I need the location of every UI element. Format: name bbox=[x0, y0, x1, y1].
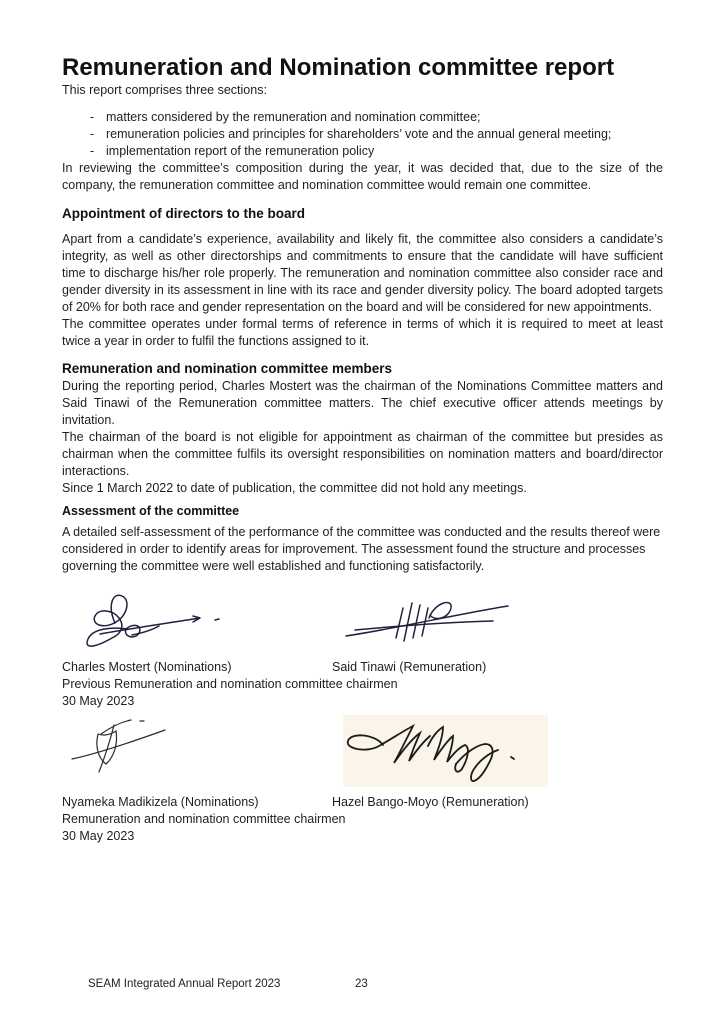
intro-closing-paragraph: In reviewing the committee’s composition during the year, it was decided that, due to the size of the company, the remuneration committee and nomination committee would remain one committee. bbox=[62, 161, 663, 192]
signatory-names-row bbox=[62, 659, 663, 676]
said-tinawi-signature-icon bbox=[343, 596, 511, 646]
paragraph: During the reporting period, Charles Mostert was the chairman of the Nominations Committee matters and Said Tinawi of the Remuneration committee matters. The chief executive officer attends meetings by invitation. bbox=[62, 379, 663, 427]
signature-row-current-chairmen bbox=[62, 715, 663, 789]
page-title: Remuneration and Nomination committee report bbox=[62, 54, 615, 81]
nyameka-madikizela-signature-icon bbox=[68, 717, 248, 777]
signatory-name: Charles Mostert (Nominations) bbox=[62, 660, 232, 674]
paragraph: The chairman of the board is not eligible for appointment as chairman of the committee but presides as chairman when the committee fulfils its oversight responsibilities on nomination matters and board/director interactions. bbox=[62, 430, 663, 478]
section-heading-assessment: Assessment of the committee bbox=[62, 504, 240, 518]
signatory-name: Nyameka Madikizela (Nominations) bbox=[62, 795, 259, 809]
paragraph: A detailed self-assessment of the performance of the committee was conducted and the results thereof were considered in order to identify areas for improvement. The assessment found the structure and processes governing the committee were well established and functioning satisfactorily. bbox=[62, 525, 661, 573]
signatory-name: Said Tinawi (Remuneration) bbox=[332, 660, 487, 674]
hazel-bango-moyo-signature-icon bbox=[343, 715, 548, 787]
bullet-text: implementation report of the remuneration policy bbox=[106, 144, 375, 158]
charles-mostert-signature-icon bbox=[70, 589, 222, 657]
list-item bbox=[62, 143, 663, 160]
footer-report-title: SEAM Integrated Annual Report 2023 bbox=[88, 978, 281, 990]
bullet-text: matters considered by the remuneration and nomination committee; bbox=[106, 110, 481, 124]
signatory-role-line: Previous Remuneration and nomination committee chairmen bbox=[62, 677, 398, 691]
signature-date: 30 May 2023 bbox=[62, 829, 135, 843]
signature-row-previous-chairmen bbox=[62, 589, 663, 657]
bullet-dash: - bbox=[90, 144, 95, 158]
footer-page-number: 23 bbox=[355, 978, 368, 990]
intro-lead: This report comprises three sections: bbox=[62, 83, 267, 97]
section-heading-appointment: Appointment of directors to the board bbox=[62, 206, 305, 221]
signatory-names-row bbox=[62, 794, 663, 811]
page-content bbox=[62, 0, 663, 845]
paragraph: Since 1 March 2022 to date of publication, the committee did not hold any meetings. bbox=[62, 481, 527, 495]
paragraph: The committee operates under formal terms of reference in terms of which it is required to meet at least twice a year in order to fulfil the functions assigned to it. bbox=[62, 317, 663, 348]
signature-paper-background bbox=[343, 715, 548, 787]
bullet-dash: - bbox=[90, 110, 95, 124]
list-item bbox=[62, 109, 663, 126]
bullet-text: remuneration policies and principles for shareholders’ vote and the annual general meeting; bbox=[106, 127, 612, 141]
signature-date: 30 May 2023 bbox=[62, 694, 135, 708]
bullet-dash: - bbox=[90, 127, 95, 141]
list-item bbox=[62, 126, 663, 143]
section-heading-members: Remuneration and nomination committee members bbox=[62, 361, 393, 376]
intro-bullet-list bbox=[62, 109, 663, 160]
signatory-name: Hazel Bango-Moyo (Remuneration) bbox=[332, 795, 529, 809]
paragraph: Apart from a candidate’s experience, availability and likely fit, the committee also considers a candidate’s integrity, as well as other directorships and commitments to ensure that the candidate will have sufficient time to discharge his/her role properly. The remuneration and nomination committee also consider race and gender diversity in its assessment in line with its race and gender diversity policy. The board adopted targets of 20% for both race and gender representation on the board and will be considered for new appointments. bbox=[62, 232, 663, 314]
signatory-role-line: Remuneration and nomination committee chairmen bbox=[62, 812, 346, 826]
